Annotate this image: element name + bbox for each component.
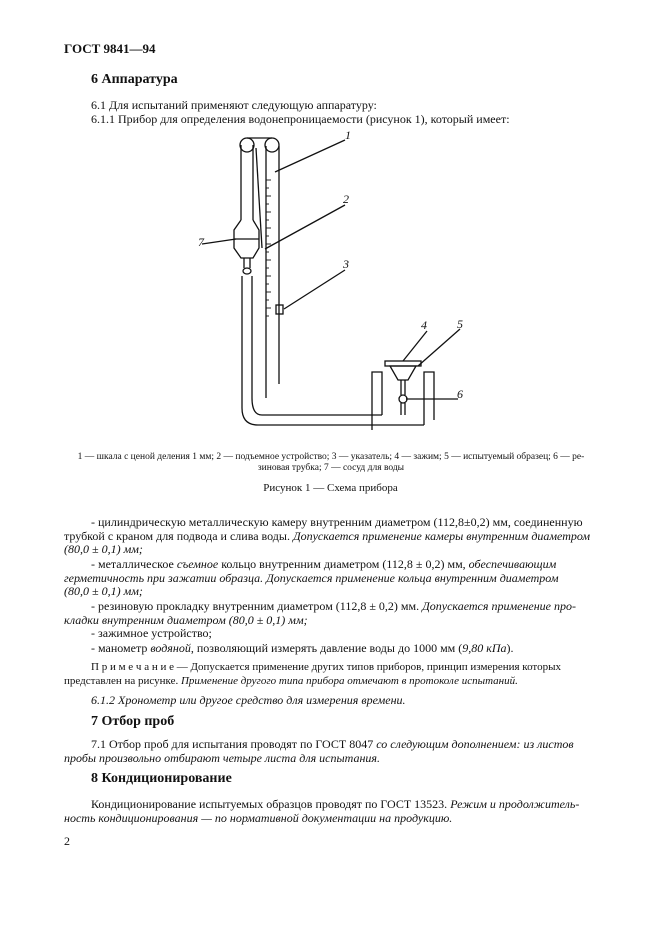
item-5: - манометр водяной, позволяющий измерять давление воды до 1000 мм (9,80 кПа).: [91, 641, 514, 655]
para-8-line-1: Кондиционирование испытуемых образцов проводят по ГОСТ 13523. Режим и продолжитель-: [91, 797, 580, 811]
callout-7: 7: [198, 235, 204, 249]
item-1-line-2: трубкой с краном для подвода и слива воды. Допускается применение камеры внутренним диаметром: [64, 529, 591, 543]
para-8-line-2: ность кондиционирования — по нормативной документации на продукцию.: [64, 811, 453, 825]
callout-3: 3: [343, 257, 349, 271]
stand-left: [372, 372, 382, 420]
figure-title: Рисунок 1 — Схема прибора: [263, 482, 398, 494]
item-1-line-1: - цилиндрическую металлическую камеру внутренним диаметром (112,8±0,2) мм, соединенную: [91, 515, 583, 529]
item-1-line-3: (80,0 ± 0,1) мм;: [64, 542, 143, 556]
callout-4: 4: [421, 318, 427, 332]
clamp: [385, 361, 421, 366]
sample-chamber: [390, 366, 416, 380]
item-2-line-2: герметичность при зажатии образца. Допускается применение кольца внутренним диаметром: [64, 571, 559, 585]
page-number: 2: [64, 834, 70, 848]
document-code: ГОСТ 9841—94: [64, 41, 156, 56]
figure-legend-line-2: зиновая трубка; 7 — сосуд для воды: [257, 463, 405, 473]
section-8-title: 8 Кондиционирование: [91, 771, 232, 786]
note-line-2: представлен на рисунке. Применение другого типа прибора отмечают в протоколе испытаний.: [64, 675, 518, 687]
para-6-1-1: 6.1.1 Прибор для определения водонепроницаемости (рисунок 1), который имеет:: [91, 112, 510, 126]
item-3-line-2: кладки внутренним диаметром (80,0 ± 0,1) мм;: [64, 613, 308, 627]
section-6-title: 6 Аппаратура: [91, 72, 178, 87]
item-2-line-3: (80,0 ± 0,1) мм;: [64, 584, 143, 598]
item-2-line-1: - металлическое съемное кольцо внутренним диаметром (112,8 ± 0,2) мм, обеспечивающим: [91, 557, 557, 571]
para-7-1-line-2: пробы произвольно отбирают четыре листа для испытания.: [64, 751, 380, 765]
item-3-line-1: - резиновую прокладку внутренним диаметром (112,8 ± 0,2) мм. Допускается применение про-: [91, 599, 577, 613]
callout-1: 1: [345, 128, 351, 142]
callout-5: 5: [457, 317, 463, 331]
callout-6: 6: [457, 387, 463, 401]
section-7-title: 7 Отбор проб: [91, 714, 175, 729]
note-line-1: П р и м е ч а н и е — Допускается применение других типов приборов, принцип измерения которых: [91, 661, 561, 673]
para-6-1-2: 6.1.2 Хронометр или другое средство для измерения времени.: [91, 693, 406, 707]
hose-bottom: [242, 408, 382, 425]
callout-2: 2: [343, 192, 349, 206]
para-6-1: 6.1 Для испытаний применяют следующую аппаратуру:: [91, 98, 377, 112]
pulley-left: [240, 138, 254, 152]
figure-legend-line-1: 1 — шкала с ценой деления 1 мм; 2 — подъемное устройство; 3 — указатель; 4 — зажим; 5 — испытуемый образец; 6 — ре-: [77, 452, 585, 462]
pulley-right: [265, 138, 279, 152]
para-7-1-line-1: 7.1 Отбор проб для испытания проводят по ГОСТ 8047 со следующим дополнением: из листов: [91, 737, 574, 751]
item-4: - зажимное устройство;: [91, 626, 212, 640]
